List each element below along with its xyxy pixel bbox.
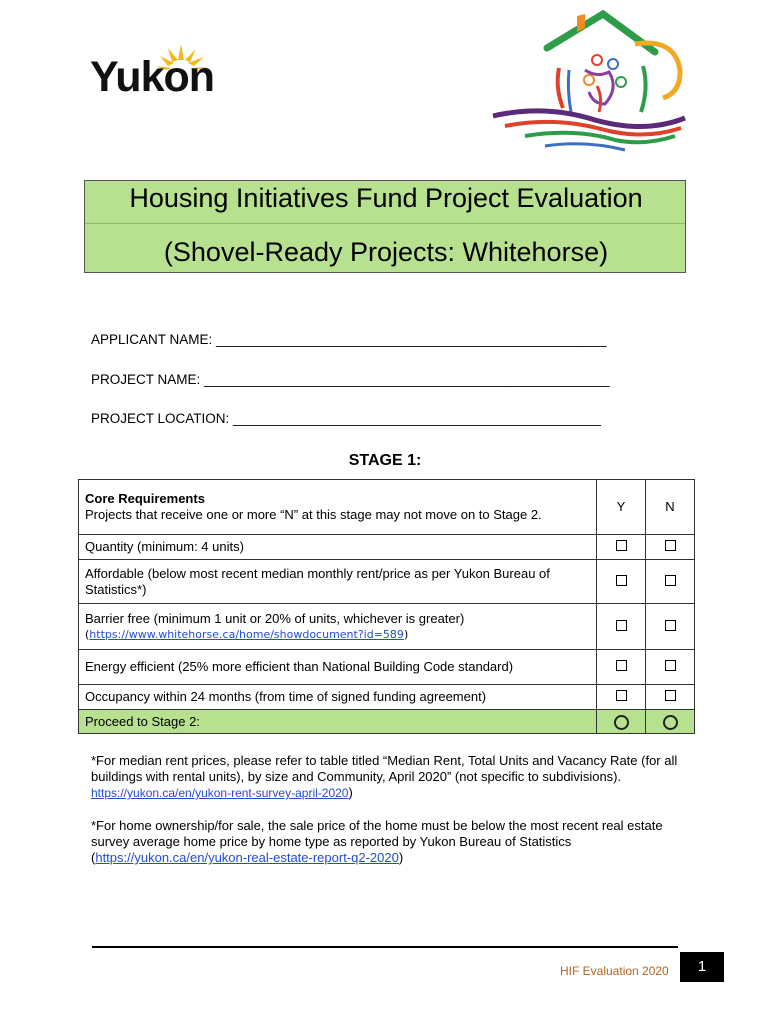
radio-proceed-n[interactable] [663,715,678,730]
row-label: Energy efficient (25% more efficient than National Building Code standard) [79,650,597,685]
checkbox-y[interactable] [616,620,627,631]
radio-proceed-y[interactable] [614,715,629,730]
row-label: Occupancy within 24 months (from time of signed funding agreement) [79,685,597,710]
proceed-row [79,710,695,734]
document-title: Housing Initiatives Fund Project Evaluation [129,183,643,213]
note-text: *For median rent prices, please refer to table titled “Median Rent, Total Units and Vacancy Rate (for all buildings with rental units), by size and Community, April 2020” (not specific to subdivisions). [91,753,678,784]
housing-fund-house-logo [485,8,690,156]
core-requirements-heading: Core Requirements [85,491,205,506]
project-location-field[interactable]: PROJECT LOCATION: _________________________________________________ [91,411,601,426]
table-row [79,650,695,685]
checkbox-y[interactable] [616,660,627,671]
project-name-field[interactable]: PROJECT NAME: ______________________________________________________ [91,372,610,387]
stage-heading: STAGE 1: [348,452,422,469]
applicant-name-field[interactable]: APPLICANT NAME: ____________________________________________________ [91,332,607,347]
column-y-header: Y [597,480,646,535]
rent-survey-link[interactable]: https://yukon.ca/en/yukon-rent-survey-april-2020 [91,786,349,800]
table-row [79,560,695,604]
home-price-note: *For home ownership/for sale, the sale price of the home must be below the most recent real estate survey average home price by home type as reported by Yukon Bureau of Statistics (https://yukon.ca/en/yukon-real-estate-report-q2-2020) [91,818,663,865]
checkbox-y[interactable] [616,540,627,551]
page-number: 1 [680,952,724,982]
table-header-row [79,480,695,535]
column-n-header: N [646,480,695,535]
table-row [79,604,695,650]
row-label: Affordable (below most recent median monthly rent/price as per Yukon Bureau of Statistics*) [79,560,597,604]
title-banner [84,180,686,273]
core-requirements-note: Projects that receive one or more “N” at this stage may not move on to Stage 2. [85,507,542,522]
rent-price-note: *For median rent prices, please refer to table titled “Median Rent, Total Units and Vacancy Rate (for all buildings with rental units), by size and Community, April 2020” (not specific to subdivisions). https://yukon.ca/en/yukon-rent-survey-april-2020) [91,753,678,800]
document-subtitle: (Shovel-Ready Projects: Whitehorse) [163,237,609,267]
checkbox-y[interactable] [616,575,627,586]
header-cell [79,480,597,535]
table-row [79,685,695,710]
title-divider [85,223,685,224]
checkbox-n[interactable] [665,575,676,586]
barrier-free-link[interactable]: https://www.whitehorse.ca/home/showdocument?id=589 [89,627,404,641]
link-line: (https://www.whitehorse.ca/home/showdocument?id=589) [85,627,409,641]
row-label: Quantity (minimum: 4 units) [79,535,597,560]
row-label: Barrier free (minimum 1 unit or 20% of units, whichever is greater) [85,610,465,626]
checkbox-n[interactable] [665,620,676,631]
real-estate-report-link[interactable]: https://yukon.ca/en/yukon-real-estate-report-q2-2020 [95,850,399,865]
table-row [79,535,695,560]
footer-label: HIF Evaluation 2020 [560,964,669,978]
checkbox-n[interactable] [665,690,676,701]
requirements-table [78,479,695,734]
proceed-label: Proceed to Stage 2: [79,710,597,734]
footer-divider [92,946,678,948]
checkbox-n[interactable] [665,660,676,671]
checkbox-y[interactable] [616,690,627,701]
checkbox-n[interactable] [665,540,676,551]
yukon-wordmark: Yukon [90,53,215,101]
note-text: *For home ownership/for sale, the sale price of the home must be below the most recent real estate survey average home price by home type as reported by Yukon Bureau of Statistics [91,818,663,849]
